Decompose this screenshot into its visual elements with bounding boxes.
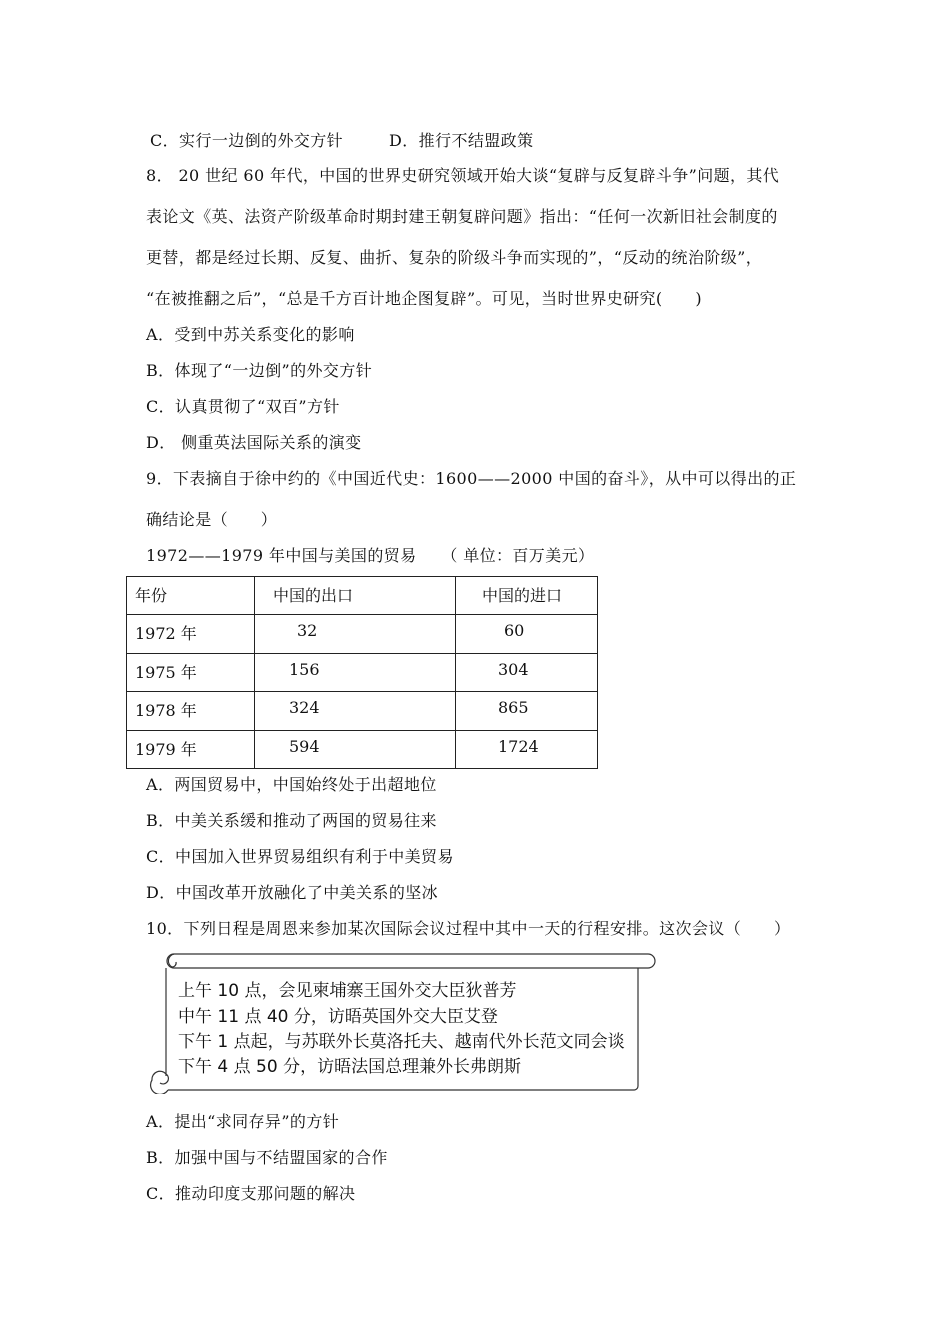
q9-table-caption: 1972——1979 年中国与美国的贸易 （ 单位：百万美元） xyxy=(146,546,595,565)
q9-option-c: C．中国加入世界贸易组织有利于中美贸易 xyxy=(146,847,454,866)
q9-option-d: D．中国改革开放融化了中美关系的坚冰 xyxy=(146,883,439,902)
schedule-item-3: 下午 1 点起，与苏联外长莫洛托夫、越南代外长范文同会谈 xyxy=(178,1032,625,1052)
cell-export: 32 xyxy=(255,615,456,653)
schedule-item-4: 下午 4 点 50 分，访晤法国总理兼外长弗朗斯 xyxy=(178,1057,522,1077)
trade-table xyxy=(126,576,598,769)
q8-option-a: A．受到中苏关系变化的影响 xyxy=(146,325,355,344)
cell-import: 1724 xyxy=(456,730,598,768)
cell-import: 60 xyxy=(456,615,598,653)
q7-options-row xyxy=(150,128,533,151)
q8-stem-line-1: 8． 20 世纪 60 年代，中国的世界史研究领域开始大谈“复辟与反复辟斗争”问题，其代 xyxy=(146,166,780,185)
cell-year: 1972 年 xyxy=(127,615,255,653)
q9-stem-line-1: 9．下表摘自于徐中约的《中国近代史：1600——2000 中国的奋斗》，从中可以得出的正 xyxy=(146,469,797,488)
q9-stem-line-2: 确结论是（ ） xyxy=(146,510,278,529)
q8-option-b: B．体现了“一边倒”的外交方针 xyxy=(146,361,373,380)
table-row xyxy=(127,653,598,691)
header-year: 年份 xyxy=(127,577,255,615)
q10-option-c: C．推动印度支那问题的解决 xyxy=(146,1184,356,1203)
q10-stem: 10．下列日程是周恩来参加某次国际会议过程中其中一天的行程安排。这次会议（ ） xyxy=(146,919,791,938)
cell-export: 594 xyxy=(255,730,456,768)
q8-stem-line-3: 更替，都是经过长期、反复、曲折、复杂的阶级斗争而实现的”，“反动的统治阶级”， xyxy=(146,248,763,267)
schedule-item-1: 上午 10 点，会见柬埔寨王国外交大臣狄普芳 xyxy=(178,981,517,1001)
cell-export: 324 xyxy=(255,692,456,730)
table-row xyxy=(127,730,598,768)
cell-import: 865 xyxy=(456,692,598,730)
q8-option-c: C．认真贯彻了“双百”方针 xyxy=(146,397,340,416)
schedule-item-2: 中午 11 点 40 分，访晤英国外交大臣艾登 xyxy=(178,1007,498,1027)
q9-option-b: B．中美关系缓和推动了两国的贸易往来 xyxy=(146,811,437,830)
cell-import: 304 xyxy=(456,653,598,691)
q9-option-a: A．两国贸易中，中国始终处于出超地位 xyxy=(146,775,437,794)
cell-year: 1975 年 xyxy=(127,653,255,691)
cell-year: 1978 年 xyxy=(127,692,255,730)
schedule-scroll xyxy=(148,952,658,1094)
q8-option-d: D． 侧重英法国际关系的演变 xyxy=(146,433,362,452)
header-import: 中国的进口 xyxy=(456,577,598,615)
q7-option-d: D．推行不结盟政策 xyxy=(389,131,534,150)
q7-option-c: C．实行一边倒的外交方针 xyxy=(150,131,344,150)
table-row xyxy=(127,692,598,730)
q10-option-b: B．加强中国与不结盟国家的合作 xyxy=(146,1148,388,1167)
q10-option-a: A．提出“求同存异”的方针 xyxy=(146,1112,340,1131)
q8-stem-line-4: “在被推翻之后”，“总是千方百计地企图复辟”。可见，当时世界史研究( ) xyxy=(146,289,703,308)
cell-export: 156 xyxy=(255,653,456,691)
table-row xyxy=(127,615,598,653)
q8-stem-line-2: 表论文《英、法资产阶级革命时期封建王朝复辟问题》指出：“任何一次新旧社会制度的 xyxy=(146,207,778,226)
table-header-row xyxy=(127,577,598,615)
cell-year: 1979 年 xyxy=(127,730,255,768)
header-export: 中国的出口 xyxy=(255,577,456,615)
